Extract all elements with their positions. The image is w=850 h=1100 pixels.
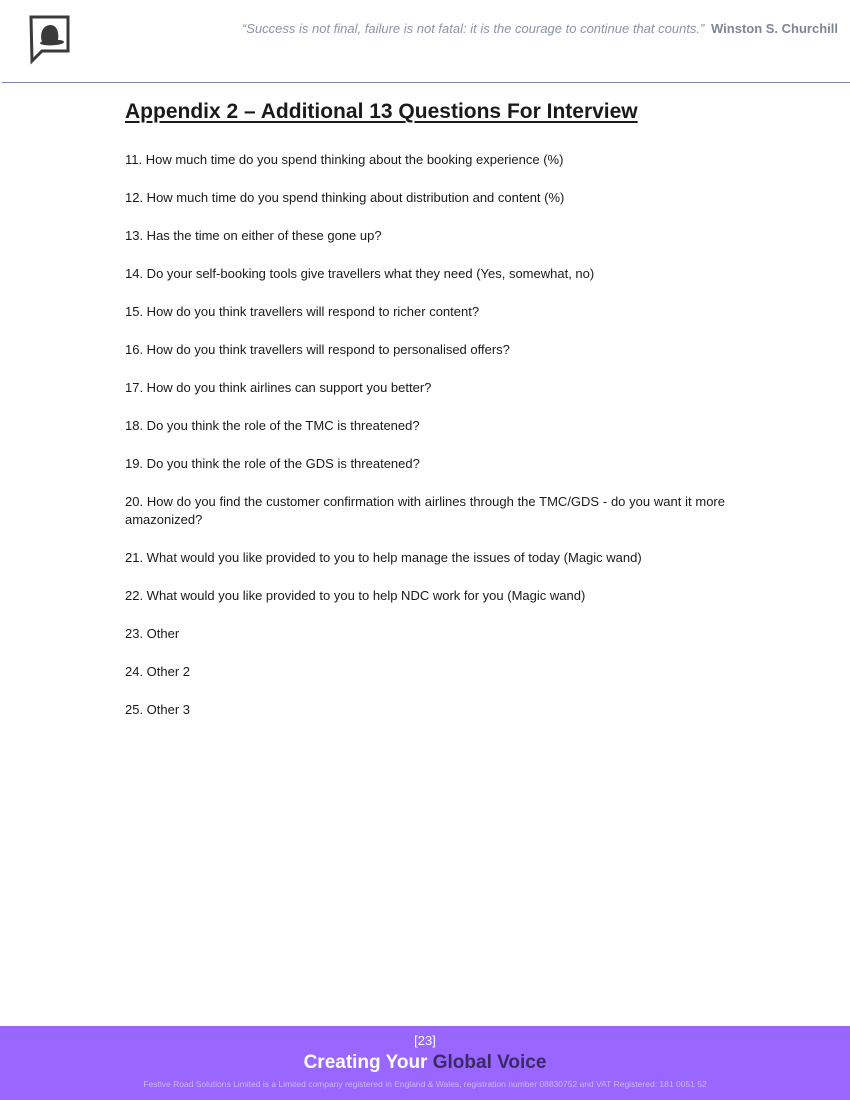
page-number: [23] [414, 1033, 436, 1048]
question-item: 13. Has the time on either of these gone up? [125, 228, 382, 243]
question-item: 23. Other [125, 626, 180, 641]
page-title: Appendix 2 – Additional 13 Questions For Interview [125, 100, 638, 123]
company-logo-icon [28, 14, 72, 66]
question-item: 11. How much time do you spend thinking about the booking experience (%) [125, 152, 564, 167]
question-item: 18. Do you think the role of the TMC is threatened? [125, 418, 420, 433]
slogan-lead: Creating Your [303, 1052, 428, 1073]
quote-author: Winston S. Churchill [711, 21, 838, 36]
question-item: 14. Do your self-booking tools give travellers what they need (Yes, somewhat, no) [125, 266, 595, 281]
quote-text: “Success is not final, failure is not fatal: it is the courage to continue that counts.” [241, 21, 705, 36]
slogan-accent: Global Voice [432, 1052, 547, 1073]
header-quote [242, 21, 838, 36]
page-footer [0, 1026, 850, 1100]
question-item: 20. How do you find the customer confirmation with airlines through the TMC/GDS - do you want it more amazonized? [125, 494, 725, 527]
question-item: 17. How do you think airlines can support you better? [125, 380, 432, 395]
question-item: 16. How do you think travellers will respond to personalised offers? [125, 342, 510, 357]
question-item: 22. What would you like provided to you to help NDC work for you (Magic wand) [125, 588, 586, 603]
question-item: 12. How much time do you spend thinking about distribution and content (%) [125, 190, 565, 205]
question-item: 21. What would you like provided to you to help manage the issues of today (Magic wand) [125, 550, 642, 565]
question-item: 24. Other 2 [125, 664, 191, 679]
question-item: 19. Do you think the role of the GDS is threatened? [125, 456, 420, 471]
question-item: 25. Other 3 [125, 702, 191, 717]
question-item: 15. How do you think travellers will respond to richer content? [125, 304, 480, 319]
header-divider [2, 82, 850, 83]
company-registration-text: Festive Road Solutions Limited is a Limited company registered in England & Wales, registration number 08830752 and VAT Registered: 181 0051 52 [143, 1079, 707, 1089]
question-list [125, 151, 725, 739]
footer-slogan [0, 1052, 850, 1074]
